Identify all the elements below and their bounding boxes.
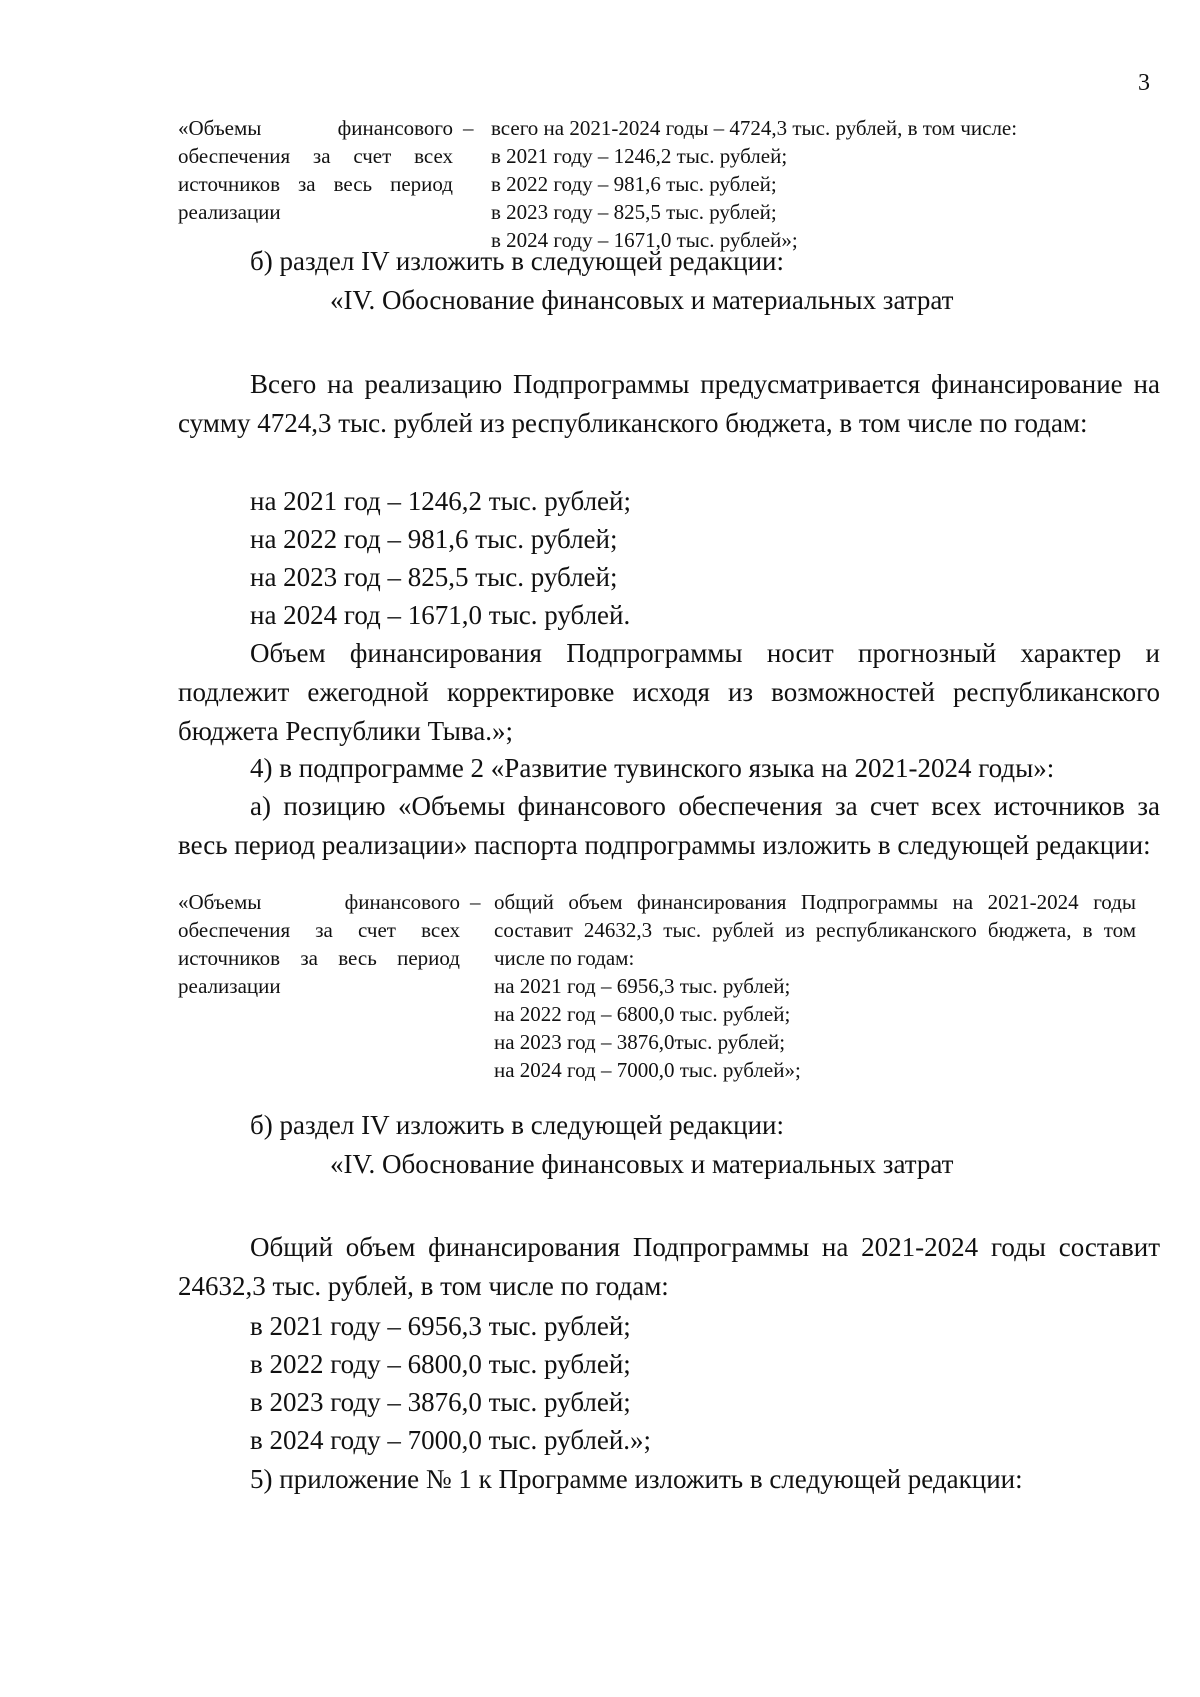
section-2-paragraph: [178, 1228, 1160, 1306]
passport-2-dash: –: [470, 890, 481, 914]
passport-1-label: «Объемы финансового обеспечения за счет всех источников за весь период реализации: [178, 116, 453, 224]
passport-1-line: в 2024 году – 1671,0 тыс. рублей»;: [491, 228, 798, 252]
section-2-year-line: в 2023 году – 3876,0 тыс. рублей;: [250, 1387, 631, 1417]
passport-2-line: на 2021 год – 6956,3 тыс. рублей;: [494, 974, 791, 998]
section-1-year-line: на 2022 год – 981,6 тыс. рублей;: [250, 524, 618, 554]
section-2-heading: «IV. Обоснование финансовых и материальных затрат: [330, 1149, 954, 1179]
item-4-a: [178, 787, 1160, 865]
page-number: 3: [1138, 70, 1150, 96]
passport-1-line: всего на 2021-2024 годы – 4724,3 тыс. рублей, в том числе:: [491, 116, 1018, 140]
section-1-heading: «IV. Обоснование финансовых и материальных затрат: [330, 285, 954, 315]
passport-table-2: [178, 888, 1136, 1084]
section-1-paragraph-text: Всего на реализацию Подпрограммы предусматривается финансирование на сумму 4724,3 тыс. рублей из республиканского бюджета, в том числе по годам:: [178, 369, 1160, 438]
passport-1-values: [453, 114, 1138, 254]
passport-2-line: на 2023 год – 3876,0тыс. рублей;: [494, 1030, 786, 1054]
passport-2-intro: общий объем финансирования Подпрограммы на 2021-2024 годы составит 24632,3 тыс. рублей из республиканского бюджета, в том числе по годам:: [494, 890, 1136, 970]
section-1-year-line: на 2024 год – 1671,0 тыс. рублей.: [250, 600, 631, 630]
passport-1-dash: –: [463, 116, 474, 140]
section-2-paragraph-text: Общий объем финансирования Подпрограммы на 2021-2024 годы составит 24632,3 тыс. рублей, в том числе по годам:: [178, 1232, 1160, 1301]
section-2-year-line: в 2021 году – 6956,3 тыс. рублей;: [250, 1311, 631, 1341]
section-1-paragraph: [178, 365, 1160, 443]
passport-2-values: [460, 888, 1136, 1084]
passport-1-line: в 2022 году – 981,6 тыс. рублей;: [491, 172, 777, 196]
section-2-year-line: в 2024 году – 7000,0 тыс. рублей.»;: [250, 1425, 652, 1455]
item-4-a-text: а) позицию «Объемы финансового обеспечения за счет всех источников за весь период реализации» паспорта подпрограммы изложить в следующей редакции:: [178, 791, 1160, 860]
section-2-intro: б) раздел IV изложить в следующей редакции:: [250, 1110, 785, 1140]
passport-2-label: «Объемы финансового обеспечения за счет всех источников за весь период реализации: [178, 890, 460, 998]
passport-table-1: [178, 114, 1138, 254]
section-2-year-line: в 2022 году – 6800,0 тыс. рублей;: [250, 1349, 631, 1379]
passport-1-line: в 2023 году – 825,5 тыс. рублей;: [491, 200, 777, 224]
section-1-intro: б) раздел IV изложить в следующей редакции:: [250, 246, 785, 276]
section-1-year-line: на 2021 год – 1246,2 тыс. рублей;: [250, 486, 631, 516]
item-5: 5) приложение № 1 к Программе изложить в следующей редакции:: [250, 1464, 1023, 1494]
passport-2-line: на 2022 год – 6800,0 тыс. рублей;: [494, 1002, 791, 1026]
item-4-title: 4) в подпрограмме 2 «Развитие тувинского языка на 2021-2024 годы»:: [250, 753, 1055, 783]
section-1-note: [178, 634, 1160, 751]
section-1-year-line: на 2023 год – 825,5 тыс. рублей;: [250, 562, 618, 592]
passport-1-line: в 2021 году – 1246,2 тыс. рублей;: [491, 144, 788, 168]
passport-2-line: на 2024 год – 7000,0 тыс. рублей»;: [494, 1058, 801, 1082]
section-1-note-text: Объем финансирования Подпрограммы носит прогнозный характер и подлежит ежегодной корректировке исходя из возможностей республиканского бюджета Республики Тыва.»;: [178, 638, 1160, 746]
